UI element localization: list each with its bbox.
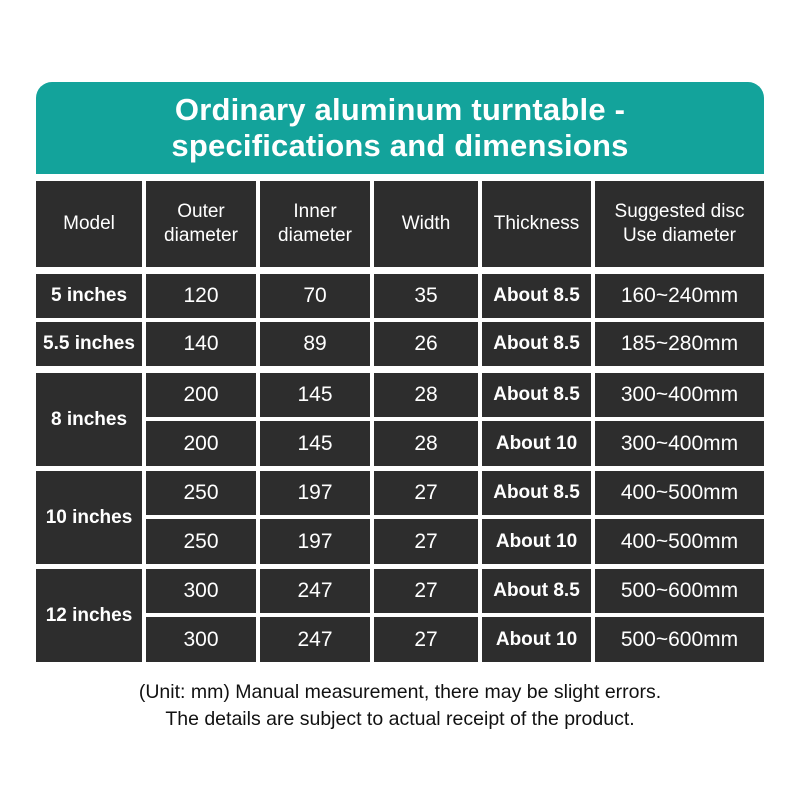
model-label: 10 inches — [45, 506, 133, 528]
outer-diameter-value: 250 — [183, 529, 219, 553]
header-inner-line-1: Inner — [293, 201, 337, 222]
thickness-cell — [482, 421, 591, 466]
width-value: 26 — [414, 332, 438, 355]
header-outer-line-2: diameter — [164, 225, 238, 246]
thickness-cell — [482, 569, 591, 613]
inner-diameter-value: 145 — [297, 431, 333, 455]
header-inner-diameter — [260, 181, 370, 267]
width-cell — [374, 274, 478, 318]
width-value: 27 — [414, 627, 438, 651]
header-thickness-label: Thickness — [493, 213, 580, 234]
disc-diameter-value: 400~500mm — [620, 529, 739, 553]
header-outer-diameter — [146, 181, 256, 267]
thickness-cell — [482, 471, 591, 515]
width-value: 35 — [414, 284, 438, 307]
outer-diameter-cell — [146, 569, 256, 613]
thickness-value: About 8.5 — [493, 285, 580, 306]
outer-diameter-value: 200 — [183, 383, 219, 406]
width-cell — [374, 569, 478, 613]
inner-diameter-value: 145 — [297, 383, 333, 406]
disc-diameter-cell — [595, 373, 764, 417]
thickness-value: About 10 — [495, 628, 578, 650]
inner-diameter-cell — [260, 322, 370, 366]
header-width — [374, 181, 478, 267]
model-cell-5-inches — [36, 274, 142, 318]
header-disc-line-2: Use diameter — [623, 225, 736, 246]
title-line-1: Ordinary aluminum turntable - — [174, 92, 626, 127]
outer-diameter-value: 140 — [183, 332, 219, 355]
outer-diameter-cell — [146, 519, 256, 564]
model-label: 8 inches — [50, 408, 128, 430]
width-cell — [374, 617, 478, 662]
outer-diameter-value: 300 — [183, 579, 219, 602]
inner-diameter-cell — [260, 519, 370, 564]
width-cell — [374, 519, 478, 564]
outer-diameter-value: 200 — [183, 431, 219, 455]
footer-note-line-1: (Unit: mm) Manual measurement, there may be slight errors. — [138, 681, 662, 703]
inner-diameter-value: 89 — [303, 332, 327, 355]
width-value: 28 — [414, 431, 438, 455]
title-banner — [36, 82, 764, 174]
outer-diameter-value: 250 — [183, 481, 219, 504]
model-cell-12-inches — [36, 569, 142, 662]
thickness-cell — [482, 274, 591, 318]
inner-diameter-value: 247 — [297, 627, 333, 651]
header-width-label: Width — [401, 213, 451, 234]
thickness-value: About 10 — [495, 432, 578, 454]
disc-diameter-value: 300~400mm — [620, 431, 739, 455]
outer-diameter-cell — [146, 322, 256, 366]
inner-diameter-value: 70 — [303, 284, 327, 307]
header-model — [36, 181, 142, 267]
title-line-2: specifications and dimensions — [171, 128, 629, 163]
disc-diameter-cell — [595, 519, 764, 564]
model-cell-10-inches — [36, 471, 142, 564]
header-inner-line-2: diameter — [278, 225, 352, 246]
thickness-value: About 8.5 — [493, 384, 580, 405]
disc-diameter-cell — [595, 617, 764, 662]
header-outer-line-1: Outer — [177, 201, 225, 222]
disc-diameter-value: 500~600mm — [620, 579, 739, 602]
disc-diameter-value: 400~500mm — [620, 481, 739, 504]
inner-diameter-cell — [260, 274, 370, 318]
header-disc-diameter — [595, 181, 764, 267]
outer-diameter-cell — [146, 617, 256, 662]
disc-diameter-value: 160~240mm — [620, 284, 739, 307]
thickness-value: About 8.5 — [493, 580, 580, 601]
model-cell-8-inches — [36, 373, 142, 466]
disc-diameter-cell — [595, 569, 764, 613]
width-cell — [374, 322, 478, 366]
width-value: 27 — [414, 579, 438, 602]
disc-diameter-cell — [595, 471, 764, 515]
width-cell — [374, 373, 478, 417]
width-value: 27 — [414, 481, 438, 504]
outer-diameter-value: 300 — [183, 627, 219, 651]
model-cell-5-5-inches — [36, 322, 142, 366]
thickness-cell — [482, 617, 591, 662]
outer-diameter-cell — [146, 274, 256, 318]
thickness-value: About 8.5 — [493, 482, 580, 503]
disc-diameter-value: 185~280mm — [620, 332, 739, 355]
width-cell — [374, 421, 478, 466]
outer-diameter-cell — [146, 471, 256, 515]
thickness-value: About 10 — [495, 530, 578, 552]
inner-diameter-cell — [260, 617, 370, 662]
width-cell — [374, 471, 478, 515]
outer-diameter-cell — [146, 373, 256, 417]
disc-diameter-cell — [595, 274, 764, 318]
inner-diameter-value: 247 — [297, 579, 333, 602]
outer-diameter-value: 120 — [183, 284, 219, 307]
inner-diameter-value: 197 — [297, 481, 333, 504]
thickness-value: About 8.5 — [493, 333, 580, 354]
model-label: 12 inches — [45, 604, 133, 626]
model-label: 5.5 inches — [43, 333, 135, 354]
inner-diameter-cell — [260, 569, 370, 613]
disc-diameter-cell — [595, 322, 764, 366]
thickness-cell — [482, 519, 591, 564]
header-model-label: Model — [63, 213, 115, 234]
inner-diameter-cell — [260, 471, 370, 515]
header-thickness — [482, 181, 591, 267]
inner-diameter-cell — [260, 421, 370, 466]
inner-diameter-value: 197 — [297, 529, 333, 553]
footer-note-line-2: The details are subject to actual receipt of the product. — [165, 708, 635, 730]
disc-diameter-cell — [595, 421, 764, 466]
width-value: 27 — [414, 529, 438, 553]
disc-diameter-value: 300~400mm — [620, 383, 739, 406]
width-value: 28 — [414, 383, 438, 406]
header-disc-line-1: Suggested disc — [614, 201, 745, 222]
thickness-cell — [482, 322, 591, 366]
disc-diameter-value: 500~600mm — [620, 627, 739, 651]
model-label: 5 inches — [50, 285, 128, 306]
inner-diameter-cell — [260, 373, 370, 417]
thickness-cell — [482, 373, 591, 417]
outer-diameter-cell — [146, 421, 256, 466]
